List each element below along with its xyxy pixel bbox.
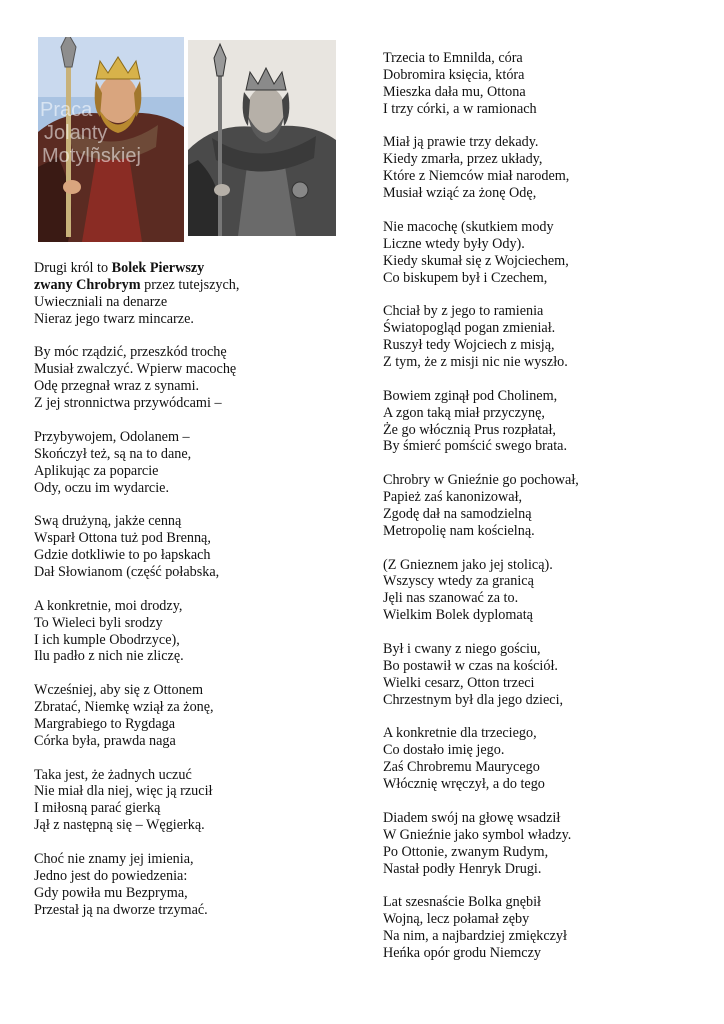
poem-line: Taka jest, że żadnych uczuć bbox=[34, 766, 192, 783]
poem-line: Diadem swój na głowę wsadził bbox=[383, 809, 561, 826]
poem-line: Był i cwany z niego gościu, bbox=[383, 640, 541, 657]
right-column bbox=[383, 50, 703, 979]
watermark-line: Motylñskiej bbox=[42, 145, 141, 167]
stanza bbox=[383, 50, 703, 118]
poem-line: Zgodę dał na samodzielną bbox=[383, 505, 532, 522]
poem-line: Wojną, lecz połamał zęby bbox=[383, 911, 530, 928]
poem-line: Nastał podły Henryk Drugi. bbox=[383, 860, 542, 877]
stanza bbox=[383, 472, 703, 540]
poem-line: Jął z następną się – Węgierką. bbox=[34, 817, 205, 834]
poem-line: Przybywojem, Odolanem – bbox=[34, 428, 190, 445]
poem-line: A konkretnie dla trzeciego, bbox=[383, 725, 537, 742]
stanza bbox=[383, 810, 703, 878]
poem-line: To Wieleci byli srodzy bbox=[34, 614, 163, 631]
poem-line bbox=[34, 277, 364, 294]
poem-line: A konkretnie, moi drodzy, bbox=[34, 597, 183, 614]
left-column bbox=[34, 260, 364, 935]
poem-line: Dobromira księcia, która bbox=[383, 66, 525, 83]
poem-line: Córka była, prawda naga bbox=[34, 732, 176, 749]
intro-bold-name: Bolek Pierwszy bbox=[111, 260, 205, 276]
poem-line: Metropolię nam kościelną. bbox=[383, 522, 535, 539]
poem-line: Gdy powiła mu Bezpryma, bbox=[34, 884, 188, 901]
intro-text: Drugi król to bbox=[34, 260, 112, 276]
poem-line: Bo postawił w czas na kościół. bbox=[383, 657, 558, 674]
poem-line: Nieraz jego twarz mincarze. bbox=[34, 310, 194, 327]
poem-line: Swą drużyną, jakże cenną bbox=[34, 513, 182, 530]
poem-line: Choć nie znamy jej imienia, bbox=[34, 850, 194, 867]
poem-line: Nie miał dla niej, więc ją rzucił bbox=[34, 783, 213, 800]
watermark-line: Jolanty bbox=[44, 122, 108, 144]
poem-line: I miłosną parać gierką bbox=[34, 800, 161, 817]
poem-line: (Z Gnieznem jako jej stolicą). bbox=[383, 556, 553, 573]
poem-line: Chciał by z jego to ramienia bbox=[383, 303, 544, 320]
stanza bbox=[34, 513, 364, 581]
right-stanzas bbox=[383, 50, 703, 962]
stanza bbox=[34, 344, 364, 412]
poem-line: Nie macochę (skutkiem mody bbox=[383, 218, 554, 235]
poem-line: Że go włócznią Prus rozpłatał, bbox=[383, 421, 556, 438]
poem-line: Światopogląd pogan zmieniał. bbox=[383, 320, 556, 337]
poem-line: I trzy córki, a w ramionach bbox=[383, 100, 537, 117]
stanza bbox=[34, 682, 364, 750]
poem-line: Miał ją prawie trzy dekady. bbox=[383, 134, 539, 151]
poem-line: Dał Słowianom (część połabska, bbox=[34, 563, 220, 580]
poem-line: Z tym, że z misji nic nie wyszło. bbox=[383, 353, 568, 370]
poem-line: W Gnieźnie jako symbol władzy. bbox=[383, 826, 572, 843]
color-king-portrait bbox=[38, 37, 184, 242]
poem-line: Mieszka dała mu, Ottona bbox=[383, 83, 526, 100]
poem-line: Margrabiego to Rygdaga bbox=[34, 715, 176, 732]
poem-line: Wielkim Bolek dyplomatą bbox=[383, 607, 533, 624]
poem-line: Liczne wtedy były Ody). bbox=[383, 235, 525, 252]
stanza bbox=[34, 851, 364, 919]
poem-line: Bowiem zginął pod Cholinem, bbox=[383, 387, 558, 404]
king-portrait-color-icon bbox=[38, 37, 184, 242]
poem-line: Trzecia to Emnilda, córa bbox=[383, 50, 523, 66]
stanza bbox=[383, 641, 703, 709]
stanza bbox=[383, 894, 703, 962]
poem-line: Z jej stronnictwa przywódcami – bbox=[34, 395, 222, 412]
poem-line: Aplikując za poparcie bbox=[34, 462, 159, 479]
poem-line: Jedno jest do powiedzenia: bbox=[34, 867, 188, 884]
poem-line: Na nim, a najbardziej zmiękczył bbox=[383, 928, 567, 945]
poem-line: Wielki cesarz, Otton trzeci bbox=[383, 674, 535, 691]
poem-line: Przestał ją na dworze trzymać. bbox=[34, 901, 208, 918]
poem-line: Kiedy zmarła, przez układy, bbox=[383, 151, 543, 168]
poem-line: Włócznię wręczył, a do tego bbox=[383, 776, 545, 793]
intro-text: przez tutejszych, bbox=[140, 276, 240, 293]
stanza bbox=[34, 429, 364, 497]
poem-line: Heńka opór grodu Niemczy bbox=[383, 944, 541, 961]
poem-line: Wsparł Ottona tuż pod Brenną, bbox=[34, 530, 211, 547]
poem-line: Zbratać, Niemkę wziął za żonę, bbox=[34, 699, 214, 716]
poem-line: Co biskupem był i Czechem, bbox=[383, 269, 548, 286]
poem-line: Lat szesnaście Bolka gnębił bbox=[383, 894, 541, 911]
poem-line: Ruszył tedy Wojciech z misją, bbox=[383, 337, 555, 354]
poem-line: Gdzie dotkliwie to po łapskach bbox=[34, 547, 211, 564]
poem-line: Papież zaś kanonizował, bbox=[383, 489, 523, 506]
poem-line: Chrobry w Gnieźnie go pochował, bbox=[383, 472, 579, 489]
poem-line: By móc rządzić, przeszkód trochę bbox=[34, 344, 227, 361]
stanza bbox=[383, 219, 703, 287]
stanza bbox=[34, 598, 364, 666]
poem-line: I ich kumple Obodrzyce), bbox=[34, 631, 180, 648]
stanza bbox=[383, 134, 703, 202]
poem-line: Ody, oczu im wydarcie. bbox=[34, 479, 169, 496]
poem-line: Odę przegnał wraz z synami. bbox=[34, 378, 200, 395]
poem-line: Musiał wziąć za żonę Odę, bbox=[383, 185, 537, 202]
poem-line: Wszyscy wtedy za granicą bbox=[383, 573, 534, 590]
king-portrait-engraving-icon bbox=[188, 40, 336, 236]
left-stanzas bbox=[34, 344, 364, 918]
poem-line bbox=[34, 260, 364, 277]
intro-bold-epithet: zwany Chrobrym bbox=[34, 276, 141, 293]
stanza bbox=[383, 303, 703, 371]
poem-line: Które z Niemców miał narodem, bbox=[383, 168, 570, 185]
stanza-intro bbox=[34, 260, 364, 328]
stanza bbox=[34, 767, 364, 835]
poem-line: Jęli nas szanować za to. bbox=[383, 590, 519, 607]
stanza bbox=[383, 725, 703, 793]
poem-line: Ilu padło z nich nie zliczę. bbox=[34, 648, 184, 665]
poem-line: Skończył też, są na to dane, bbox=[34, 445, 192, 462]
poem-line: Wcześniej, aby się z Ottonem bbox=[34, 682, 204, 699]
poem-line: Uwieczniali na denarze bbox=[34, 293, 168, 310]
bw-king-portrait bbox=[188, 40, 336, 236]
poem-line: Musiał zwalczyć. Wpierw macochę bbox=[34, 361, 237, 378]
poem-line: Zaś Chrobremu Maurycego bbox=[383, 759, 540, 776]
poem-line: Po Ottonie, zwanym Rudym, bbox=[383, 843, 549, 860]
poem-line: A zgon taką miał przyczynę, bbox=[383, 404, 545, 421]
poem-line: By śmierć pomścić swego brata. bbox=[383, 438, 567, 455]
poem-line: Co dostało imię jego. bbox=[383, 742, 505, 759]
poem-line: Kiedy skumał się z Wojciechem, bbox=[383, 252, 569, 269]
stanza bbox=[383, 557, 703, 625]
stanza bbox=[383, 388, 703, 456]
watermark-line: Praca bbox=[40, 99, 93, 121]
poem-line: Chrzestnym był dla jego dzieci, bbox=[383, 691, 564, 708]
